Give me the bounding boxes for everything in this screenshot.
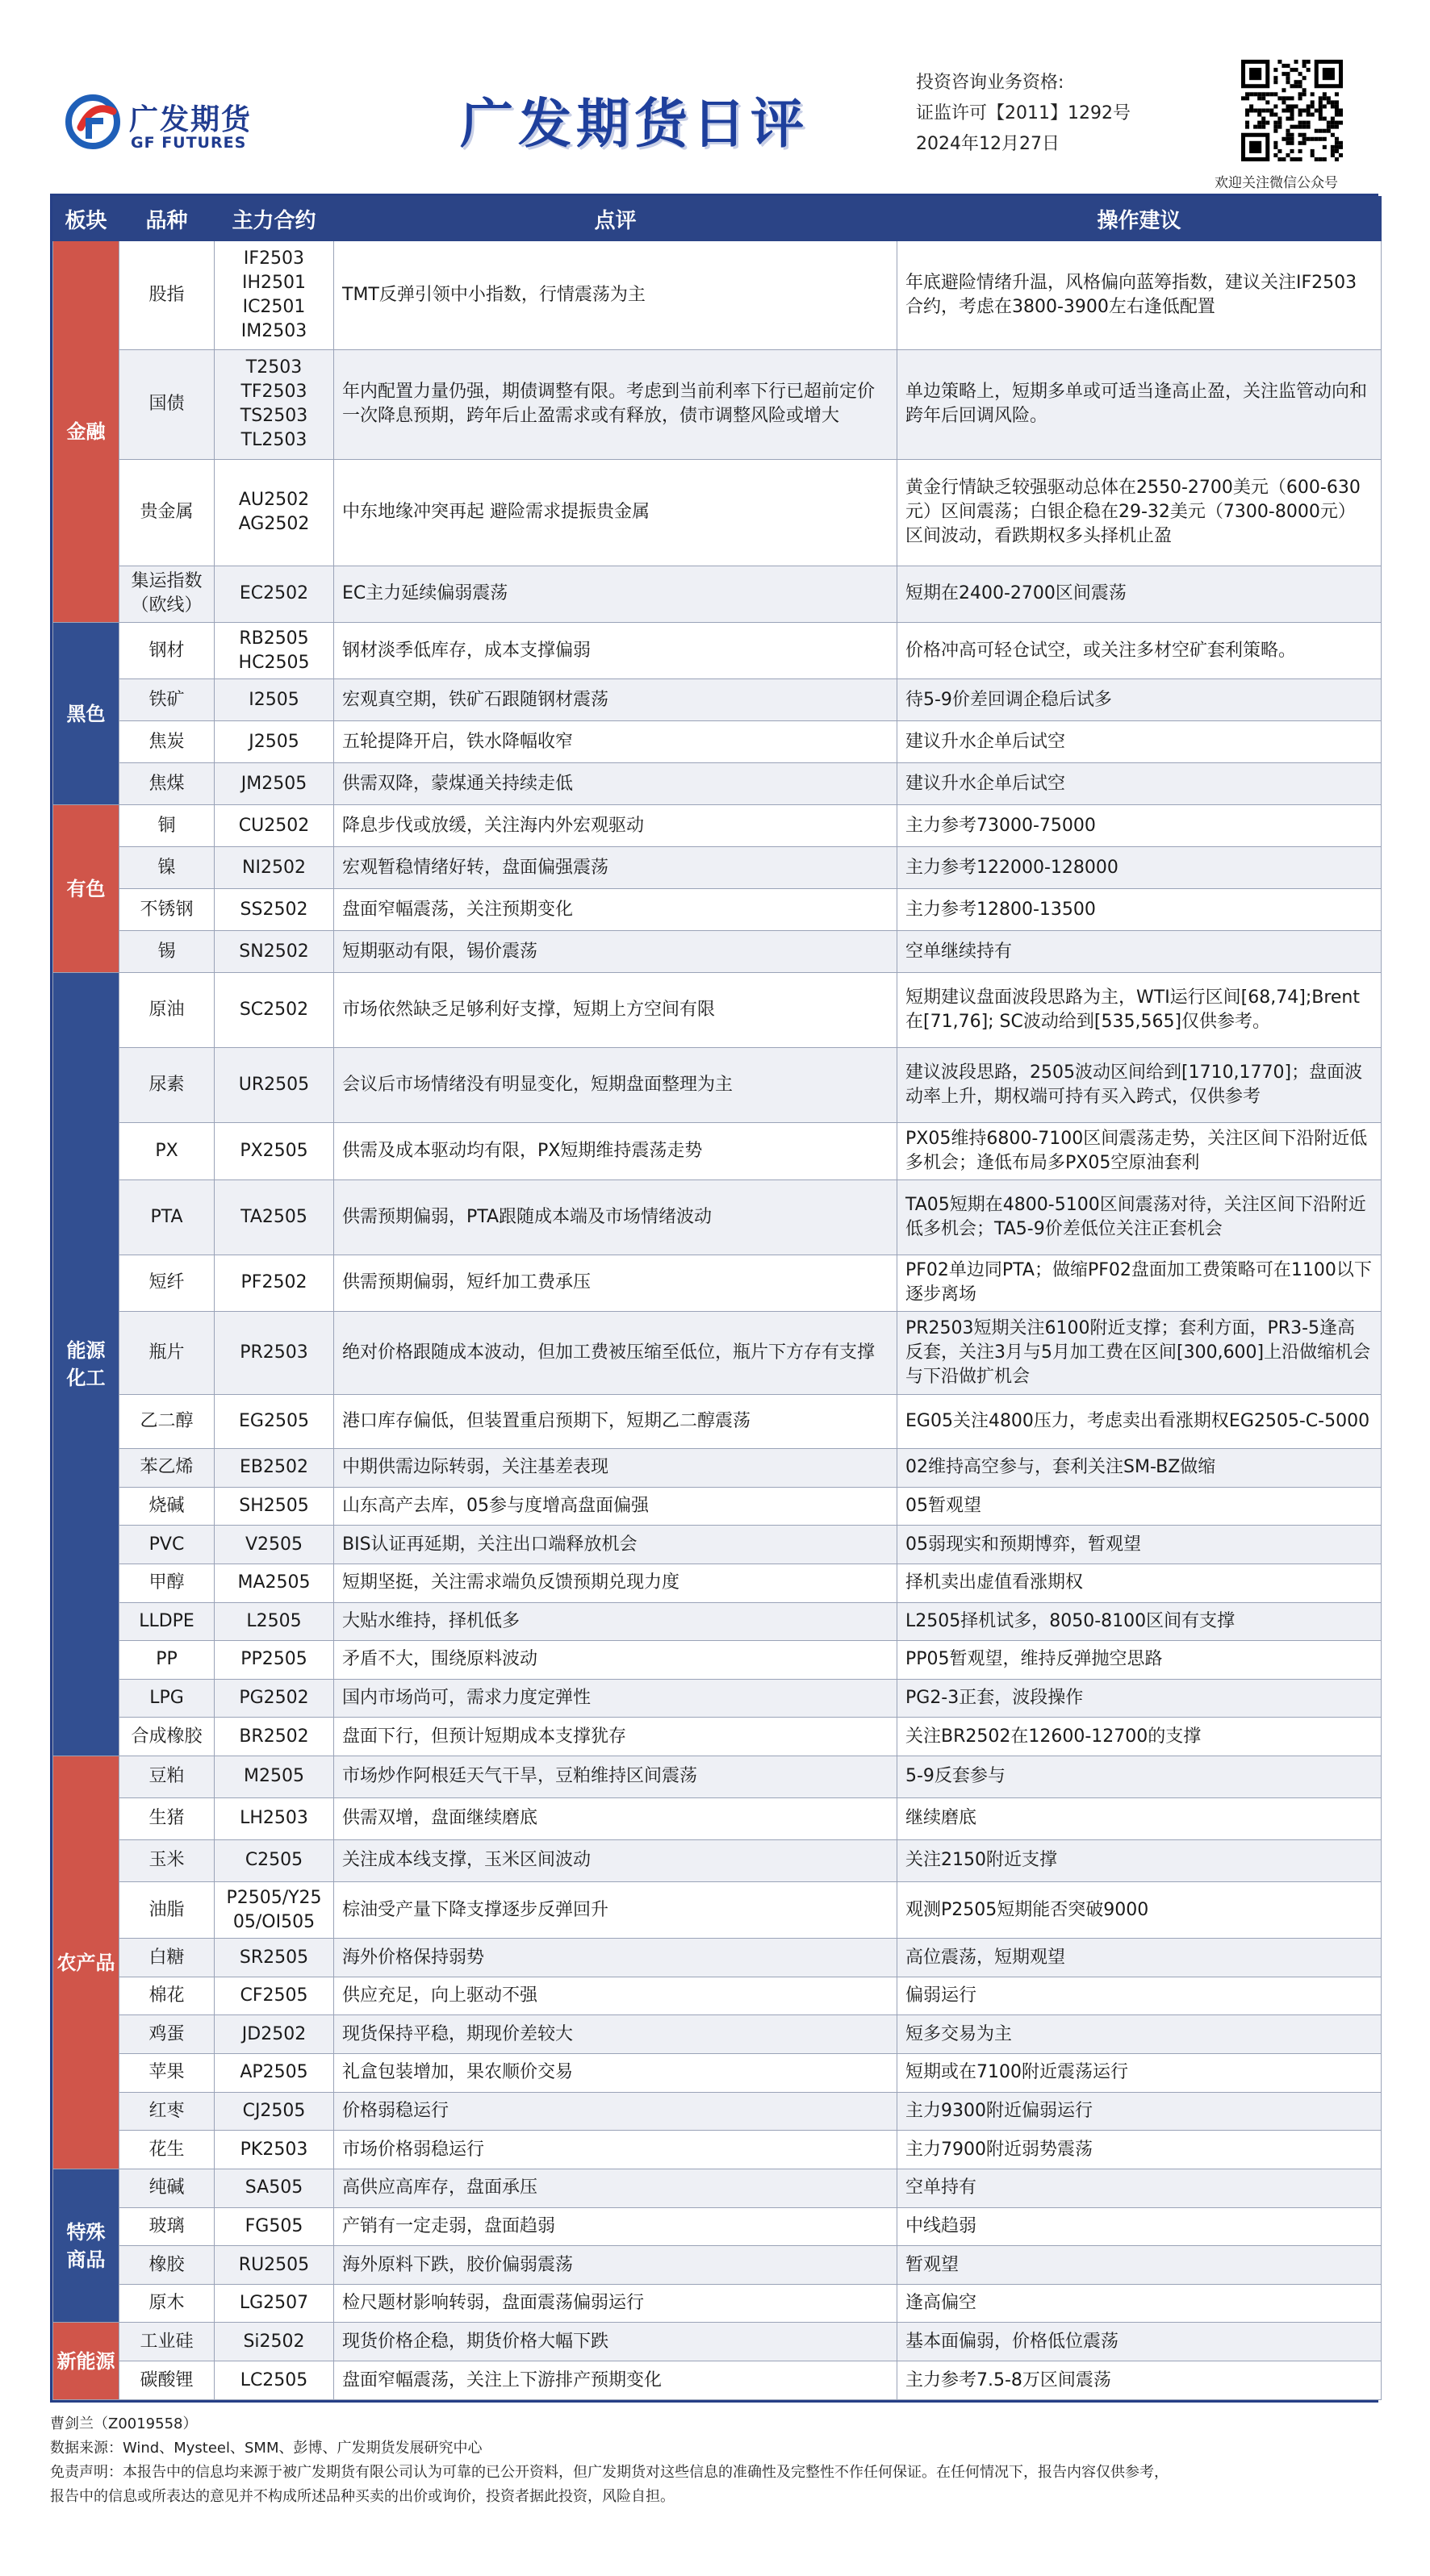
contract-cell: M2505 (215, 1756, 334, 1798)
advice-cell: 建议升水企单后试空 (897, 721, 1382, 763)
advice-cell: 短多交易为主 (897, 2015, 1382, 2054)
comment-cell: 短期坚挺，关注需求端负反馈预期兑现力度 (334, 1564, 897, 1602)
advice-cell: 基本面偏弱，价格低位震荡 (897, 2323, 1382, 2361)
advice-cell: 黄金行情缺乏较强驱动总体在2550-2700美元（600-630元）区间震荡；白银企稳在29-32美元（7300-8000元）区间波动，看跌期权多头择机止盈 (897, 459, 1382, 566)
contract-cell: PX2505 (215, 1123, 334, 1179)
product-cell: 钢材 (119, 623, 215, 679)
table-row (53, 931, 1382, 973)
logo-chinese-name: 广发期货 (129, 103, 253, 136)
table-header-row (53, 197, 1382, 241)
product-cell: 集运指数 （欧线） (119, 566, 215, 622)
table-row (53, 2092, 1382, 2131)
product-cell: 油脂 (119, 1881, 215, 1938)
table-row (53, 459, 1382, 566)
advice-cell: 关注BR2502在12600-12700的支撑 (897, 1718, 1382, 1756)
contract-cell: SN2502 (215, 931, 334, 973)
comment-cell: 宏观真空期，铁矿石跟随钢材震荡 (334, 679, 897, 721)
table-row (53, 2131, 1382, 2169)
comment-cell: 现货价格企稳，期货价格大幅下跌 (334, 2323, 897, 2361)
advice-cell: 主力7900附近弱势震荡 (897, 2131, 1382, 2169)
product-cell: 铁矿 (119, 679, 215, 721)
table-row (53, 623, 1382, 679)
qr-caption: 欢迎关注微信公众号 (1215, 175, 1338, 191)
advice-cell: 价格冲高可轻仓试空，或关注多材空矿套利策略。 (897, 623, 1382, 679)
comment-cell: 礼盒包装增加，果农顺价交易 (334, 2054, 897, 2093)
advice-cell: PG2-3正套，波段操作 (897, 1679, 1382, 1718)
contract-cell: AU2502 AG2502 (215, 459, 334, 566)
gf-logo-icon (65, 94, 121, 150)
table-row (53, 1939, 1382, 1977)
product-cell: 碳酸锂 (119, 2361, 215, 2400)
comment-cell: 检尺题材影响转弱，盘面震荡偏弱运行 (334, 2284, 897, 2323)
commodity-table (50, 194, 1378, 2403)
product-cell: 工业硅 (119, 2323, 215, 2361)
comment-cell: 市场依然缺乏足够利好支撑，短期上方空间有限 (334, 973, 897, 1048)
table-row (53, 2284, 1382, 2323)
column-header-contract: 主力合约 (215, 197, 334, 241)
product-cell: 鸡蛋 (119, 2015, 215, 2054)
product-cell: 原油 (119, 973, 215, 1048)
comment-cell: 短期驱动有限，锡价震荡 (334, 931, 897, 973)
table-row (53, 1179, 1382, 1255)
comment-cell: 宏观暂稳情绪好转，盘面偏强震荡 (334, 847, 897, 889)
advice-cell: 逢高偏空 (897, 2284, 1382, 2323)
product-cell: 焦炭 (119, 721, 215, 763)
contract-cell: AP2505 (215, 2054, 334, 2093)
comment-cell: 棕油受产量下降支撑逐步反弹回升 (334, 1881, 897, 1938)
contract-cell: PR2503 (215, 1312, 334, 1395)
product-cell: 股指 (119, 241, 215, 350)
comment-cell: 降息步伐或放缓，关注海内外宏观驱动 (334, 805, 897, 847)
sector-cell: 农产品 (53, 1756, 119, 2169)
product-cell: 合成橡胶 (119, 1718, 215, 1756)
table-row (53, 1526, 1382, 1564)
table-row (53, 679, 1382, 721)
company-logo (65, 94, 274, 158)
advice-cell: 短期建议盘面波段思路为主，WTI运行区间[68,74];Brent在[71,76]; SC波动给到[535,565]仅供参考。 (897, 973, 1382, 1048)
product-cell: 瓶片 (119, 1312, 215, 1395)
product-cell: 豆粕 (119, 1756, 215, 1798)
table-row (53, 763, 1382, 805)
table-row (53, 2246, 1382, 2285)
comment-cell: 海外原料下跌，胶价偏弱震荡 (334, 2246, 897, 2285)
comment-cell: 盘面窄幅震荡，关注上下游排产预期变化 (334, 2361, 897, 2400)
column-header-sector: 板块 (53, 197, 119, 241)
contract-cell: J2505 (215, 721, 334, 763)
product-cell: 国债 (119, 350, 215, 459)
product-cell: 纯碱 (119, 2169, 215, 2207)
contract-cell: T2503 TF2503 TS2503 TL2503 (215, 350, 334, 459)
comment-cell: 盘面窄幅震荡，关注预期变化 (334, 889, 897, 931)
comment-cell: 大贴水维持，择机低多 (334, 1602, 897, 1641)
table-row (53, 1881, 1382, 1938)
report-date: 2024年12月27日 (916, 134, 1060, 154)
comment-cell: 供需及成本驱动均有限，PX短期维持震荡走势 (334, 1123, 897, 1179)
advice-cell: PX05维持6800-7100区间震荡走势，关注区间下沿附近低多机会；逢低布局多PX05空原油套利 (897, 1123, 1382, 1179)
advice-cell: PF02单边同PTA；做缩PF02盘面加工费策略可在1100以下逐步离场 (897, 1255, 1382, 1311)
table-row (53, 1048, 1382, 1123)
contract-cell: CU2502 (215, 805, 334, 847)
comment-cell: 钢材淡季低库存，成本支撑偏弱 (334, 623, 897, 679)
table-row (53, 241, 1382, 350)
table-row (53, 350, 1382, 459)
disclaimer-line2: 报告中的信息或所表达的意见并不构成所述品种买卖的出价或询价，投资者据此投资，风险自担。 (50, 2488, 675, 2505)
advice-cell: 单边策略上，短期多单或可适当逢高止盈，关注监管动向和跨年后回调风险。 (897, 350, 1382, 459)
sector-cell: 新能源 (53, 2323, 119, 2400)
contract-cell: SC2502 (215, 973, 334, 1048)
table-row (53, 1602, 1382, 1641)
table-row (53, 2015, 1382, 2054)
advice-cell: 主力参考7.5-8万区间震荡 (897, 2361, 1382, 2400)
table-row (53, 1449, 1382, 1488)
advice-cell: 偏弱运行 (897, 1977, 1382, 2015)
comment-cell: 现货保持平稳，期现价差较大 (334, 2015, 897, 2054)
comment-cell: 供应充足，向上驱动不强 (334, 1977, 897, 2015)
advice-cell: 建议波段思路，2505波动区间给到[1710,1770]；盘面波动率上升，期权端可持有买入跨式，仅供参考 (897, 1048, 1382, 1123)
contract-cell: RU2505 (215, 2246, 334, 2285)
advice-cell: 建议升水企单后试空 (897, 763, 1382, 805)
table-row (53, 1487, 1382, 1526)
product-cell: 不锈钢 (119, 889, 215, 931)
qualification-block (916, 68, 1131, 160)
product-cell: 贵金属 (119, 459, 215, 566)
contract-cell: UR2505 (215, 1048, 334, 1123)
table-row (53, 2361, 1382, 2400)
comment-cell: 会议后市场情绪没有明显变化，短期盘面整理为主 (334, 1048, 897, 1123)
advice-cell: PR2503短期关注6100附近支撑；套利方面，PR3-5逢高反套，关注3月与5月加工费在区间[300,600]上沿做缩机会与下沿做扩机会 (897, 1312, 1382, 1395)
product-cell: 玻璃 (119, 2207, 215, 2246)
product-cell: 焦煤 (119, 763, 215, 805)
advice-cell: 短期在2400-2700区间震荡 (897, 566, 1382, 622)
comment-cell: 绝对价格跟随成本波动，但加工费被压缩至低位，瓶片下方存有支撑 (334, 1312, 897, 1395)
table-row (53, 1977, 1382, 2015)
product-cell: 花生 (119, 2131, 215, 2169)
product-cell: PX (119, 1123, 215, 1179)
contract-cell: MA2505 (215, 1564, 334, 1602)
qualification-license: 证监许可【2011】1292号 (916, 103, 1131, 123)
contract-cell: PF2502 (215, 1255, 334, 1311)
data-source: 数据来源：Wind、Mysteel、SMM、彭博、广发期货发展研究中心 (50, 2440, 483, 2457)
advice-cell: 主力参考73000-75000 (897, 805, 1382, 847)
contract-cell: JD2502 (215, 2015, 334, 2054)
product-cell: 铜 (119, 805, 215, 847)
product-cell: 棉花 (119, 1977, 215, 2015)
contract-cell: C2505 (215, 1839, 334, 1881)
contract-cell: EC2502 (215, 566, 334, 622)
advice-cell: L2505择机试多，8050-8100区间有支撑 (897, 1602, 1382, 1641)
advice-cell: 5-9反套参与 (897, 1756, 1382, 1798)
comment-cell: 年内配置力量仍强，期债调整有限。考虑到当前利率下行已超前定价一次降息预期，跨年后止盈需求或有释放，债市调整风险或增大 (334, 350, 897, 459)
product-cell: 生猪 (119, 1797, 215, 1839)
table-row (53, 1641, 1382, 1680)
comment-cell: 关注成本线支撑，玉米区间波动 (334, 1839, 897, 1881)
advice-cell: 空单继续持有 (897, 931, 1382, 973)
product-cell: 甲醇 (119, 1564, 215, 1602)
product-cell: PVC (119, 1526, 215, 1564)
product-cell: 锡 (119, 931, 215, 973)
comment-cell: 高供应高库存，盘面承压 (334, 2169, 897, 2207)
table-row (53, 566, 1382, 622)
sector-cell: 有色 (53, 805, 119, 973)
product-cell: LPG (119, 1679, 215, 1718)
table-row (53, 2207, 1382, 2246)
contract-cell: CF2505 (215, 1977, 334, 2015)
contract-cell: I2505 (215, 679, 334, 721)
comment-cell: 市场炒作阿根廷天气干旱，豆粕维持区间震荡 (334, 1756, 897, 1798)
comment-cell: 供需双降，蒙煤通关持续走低 (334, 763, 897, 805)
page-title: 广发期货日评 (460, 93, 809, 155)
product-cell: 短纤 (119, 1255, 215, 1311)
contract-cell: SS2502 (215, 889, 334, 931)
table-row (53, 805, 1382, 847)
contract-cell: SA505 (215, 2169, 334, 2207)
table-row (53, 2323, 1382, 2361)
product-cell: 玉米 (119, 1839, 215, 1881)
advice-cell: 年底避险情绪升温，风格偏向蓝筹指数，建议关注IF2503合约，考虑在3800-3900左右逢低配置 (897, 241, 1382, 350)
product-cell: 乙二醇 (119, 1394, 215, 1448)
product-cell: 苯乙烯 (119, 1449, 215, 1488)
contract-cell: BR2502 (215, 1718, 334, 1756)
contract-cell: FG505 (215, 2207, 334, 2246)
column-header-comment: 点评 (334, 197, 897, 241)
sector-cell: 能源 化工 (53, 973, 119, 1756)
table-row (53, 2169, 1382, 2207)
comment-cell: 中期供需边际转弱，关注基差表现 (334, 1449, 897, 1488)
table-row (53, 1564, 1382, 1602)
contract-cell: PP2505 (215, 1641, 334, 1680)
comment-cell: 海外价格保持弱势 (334, 1939, 897, 1977)
comment-cell: 山东高产去库，05参与度增高盘面偏强 (334, 1487, 897, 1526)
advice-cell: 观测P2505短期能否突破9000 (897, 1881, 1382, 1938)
report-footer (50, 2412, 1378, 2509)
contract-cell: P2505/Y25 05/OI505 (215, 1881, 334, 1938)
comment-cell: 价格弱稳运行 (334, 2092, 897, 2131)
table-row (53, 721, 1382, 763)
disclaimer-line1: 免责声明：本报告中的信息均来源于被广发期货有限公司认为可靠的已公开资料，但广发期货对这些信息的准确性及完整性不作任何保证。在任何情况下，报告内容仅供参考， (50, 2464, 1169, 2481)
logo-english-name: GF FUTURES (131, 134, 247, 152)
contract-cell: L2505 (215, 1602, 334, 1641)
table-row (53, 1394, 1382, 1448)
product-cell: 尿素 (119, 1048, 215, 1123)
sector-cell: 黑色 (53, 623, 119, 805)
advice-cell: EG05关注4800压力，考虑卖出看涨期权EG2505-C-5000 (897, 1394, 1382, 1448)
table-row (53, 1839, 1382, 1881)
table-row (53, 1123, 1382, 1179)
contract-cell: JM2505 (215, 763, 334, 805)
advice-cell: PP05暂观望，维持反弹抛空思路 (897, 1641, 1382, 1680)
table-row (53, 889, 1382, 931)
product-cell: 白糖 (119, 1939, 215, 1977)
comment-cell: 市场价格弱稳运行 (334, 2131, 897, 2169)
comment-cell: 产销有一定走弱，盘面趋弱 (334, 2207, 897, 2246)
comment-cell: 港口库存偏低，但装置重启预期下，短期乙二醇震荡 (334, 1394, 897, 1448)
column-header-product: 品种 (119, 197, 215, 241)
product-cell: 红枣 (119, 2092, 215, 2131)
sector-cell: 特殊 商品 (53, 2169, 119, 2323)
advice-cell: 待5-9价差回调企稳后试多 (897, 679, 1382, 721)
product-cell: 原木 (119, 2284, 215, 2323)
table-row (53, 973, 1382, 1048)
qualification-line1: 投资咨询业务资格: (916, 73, 1064, 93)
comment-cell: 供需预期偏弱，PTA跟随成本端及市场情绪波动 (334, 1179, 897, 1255)
comment-cell: BIS认证再延期，关注出口端释放机会 (334, 1526, 897, 1564)
contract-cell: IF2503 IH2501 IC2501 IM2503 (215, 241, 334, 350)
product-cell: PP (119, 1641, 215, 1680)
table-row (53, 1312, 1382, 1395)
product-cell: 苹果 (119, 2054, 215, 2093)
advice-cell: 关注2150附近支撑 (897, 1839, 1382, 1881)
contract-cell: CJ2505 (215, 2092, 334, 2131)
contract-cell: V2505 (215, 1526, 334, 1564)
table-row (53, 847, 1382, 889)
product-cell: 烧碱 (119, 1487, 215, 1526)
table-row (53, 1679, 1382, 1718)
advice-cell: 主力参考12800-13500 (897, 889, 1382, 931)
contract-cell: LG2507 (215, 2284, 334, 2323)
contract-cell: PK2503 (215, 2131, 334, 2169)
contract-cell: RB2505 HC2505 (215, 623, 334, 679)
advice-cell: TA05短期在4800-5100区间震荡对待，关注区间下沿附近低多机会；TA5-9价差低位关注正套机会 (897, 1179, 1382, 1255)
contract-cell: LC2505 (215, 2361, 334, 2400)
advice-cell: 05暂观望 (897, 1487, 1382, 1526)
advice-cell: 择机卖出虚值看涨期权 (897, 1564, 1382, 1602)
contract-cell: SH2505 (215, 1487, 334, 1526)
comment-cell: 盘面下行，但预计短期成本支撑犹存 (334, 1718, 897, 1756)
product-cell: PTA (119, 1179, 215, 1255)
comment-cell: 中东地缘冲突再起 避险需求提振贵金属 (334, 459, 897, 566)
advice-cell: 高位震荡，短期观望 (897, 1939, 1382, 1977)
contract-cell: EB2502 (215, 1449, 334, 1488)
contract-cell: LH2503 (215, 1797, 334, 1839)
comment-cell: TMT反弹引领中小指数，行情震荡为主 (334, 241, 897, 350)
table-row (53, 1255, 1382, 1311)
wechat-qr-code-icon (1241, 60, 1343, 161)
product-cell: LLDPE (119, 1602, 215, 1641)
table-body (53, 241, 1382, 2400)
contract-cell: SR2505 (215, 1939, 334, 1977)
contract-cell: EG2505 (215, 1394, 334, 1448)
table-row (53, 1797, 1382, 1839)
comment-cell: 供需预期偏弱，短纤加工费承压 (334, 1255, 897, 1311)
advice-cell: 暂观望 (897, 2246, 1382, 2285)
advice-cell: 主力9300附近偏弱运行 (897, 2092, 1382, 2131)
product-cell: 橡胶 (119, 2246, 215, 2285)
comment-cell: 国内市场尚可，需求力度定弹性 (334, 1679, 897, 1718)
table-row (53, 1756, 1382, 1798)
author: 曹剑兰（Z0019558） (50, 2415, 198, 2432)
report-header (0, 0, 1430, 194)
comment-cell: 五轮提降开启，铁水降幅收窄 (334, 721, 897, 763)
advice-cell: 继续磨底 (897, 1797, 1382, 1839)
sector-cell: 金融 (53, 241, 119, 623)
product-cell: 镍 (119, 847, 215, 889)
column-header-advice: 操作建议 (897, 197, 1382, 241)
contract-cell: Si2502 (215, 2323, 334, 2361)
advice-cell: 空单持有 (897, 2169, 1382, 2207)
contract-cell: PG2502 (215, 1679, 334, 1718)
contract-cell: NI2502 (215, 847, 334, 889)
advice-cell: 05弱现实和预期博弈，暂观望 (897, 1526, 1382, 1564)
table-row (53, 2054, 1382, 2093)
comment-cell: 矛盾不大，围绕原料波动 (334, 1641, 897, 1680)
advice-cell: 主力参考122000-128000 (897, 847, 1382, 889)
contract-cell: TA2505 (215, 1179, 334, 1255)
table-row (53, 1718, 1382, 1756)
advice-cell: 短期或在7100附近震荡运行 (897, 2054, 1382, 2093)
comment-cell: 供需双增，盘面继续磨底 (334, 1797, 897, 1839)
advice-cell: 中线趋弱 (897, 2207, 1382, 2246)
comment-cell: EC主力延续偏弱震荡 (334, 566, 897, 622)
advice-cell: 02维持高空参与，套利关注SM-BZ做缩 (897, 1449, 1382, 1488)
